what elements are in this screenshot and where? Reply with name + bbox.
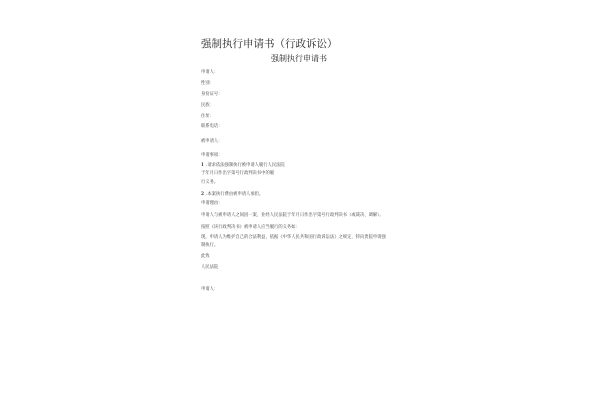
reasons-paragraph-1: 申请人与被申请人之间因一案，业经人民法院于年月日作出字第号行政判决书（或裁决、调解）。 xyxy=(201,213,384,218)
respondent-label: 被申请人： xyxy=(201,139,223,144)
address-label: 住址： xyxy=(201,114,214,119)
matters-label: 申请事项： xyxy=(201,153,223,158)
matter-item-1-line-2: 于年月日作出字第号行政判决书中的履 xyxy=(201,171,275,176)
document-title: 强制执行申请书（行政诉讼） xyxy=(201,38,338,50)
reasons-label: 申请理由： xyxy=(201,201,223,206)
reasons-paragraph-3: 现，申请人为维护自己的合法利益，依据《中华人民共和国行政诉讼法》之规定，特向贵院申请强 xyxy=(201,235,386,240)
closing-to-label: 此致 xyxy=(201,254,210,259)
reasons-paragraph-4: 制执行。 xyxy=(201,243,219,248)
ethnicity-label: 民族： xyxy=(201,103,214,108)
matter-item-1-line-3: 行义务。 xyxy=(201,180,219,185)
reasons-paragraph-2: 按照《该行政判决书》被申请人应当履行的义务如： xyxy=(201,225,300,230)
id-number-label: 身份证号： xyxy=(201,92,223,97)
phone-label: 联系电话： xyxy=(201,124,223,129)
applicant-label: 申请人： xyxy=(201,70,219,75)
document-subtitle: 强制执行申请书 xyxy=(271,54,327,63)
gender-label: 性别： xyxy=(201,81,214,86)
signature-applicant-label: 申请人： xyxy=(201,287,219,292)
matter-item-2: 2 .本案执行费由被申请人承担。 xyxy=(201,192,264,197)
matter-item-1: 1 .请求依法强制执行被申请人履行人民法院 xyxy=(201,163,285,168)
closing-court-label: 人民法院 xyxy=(201,265,219,270)
